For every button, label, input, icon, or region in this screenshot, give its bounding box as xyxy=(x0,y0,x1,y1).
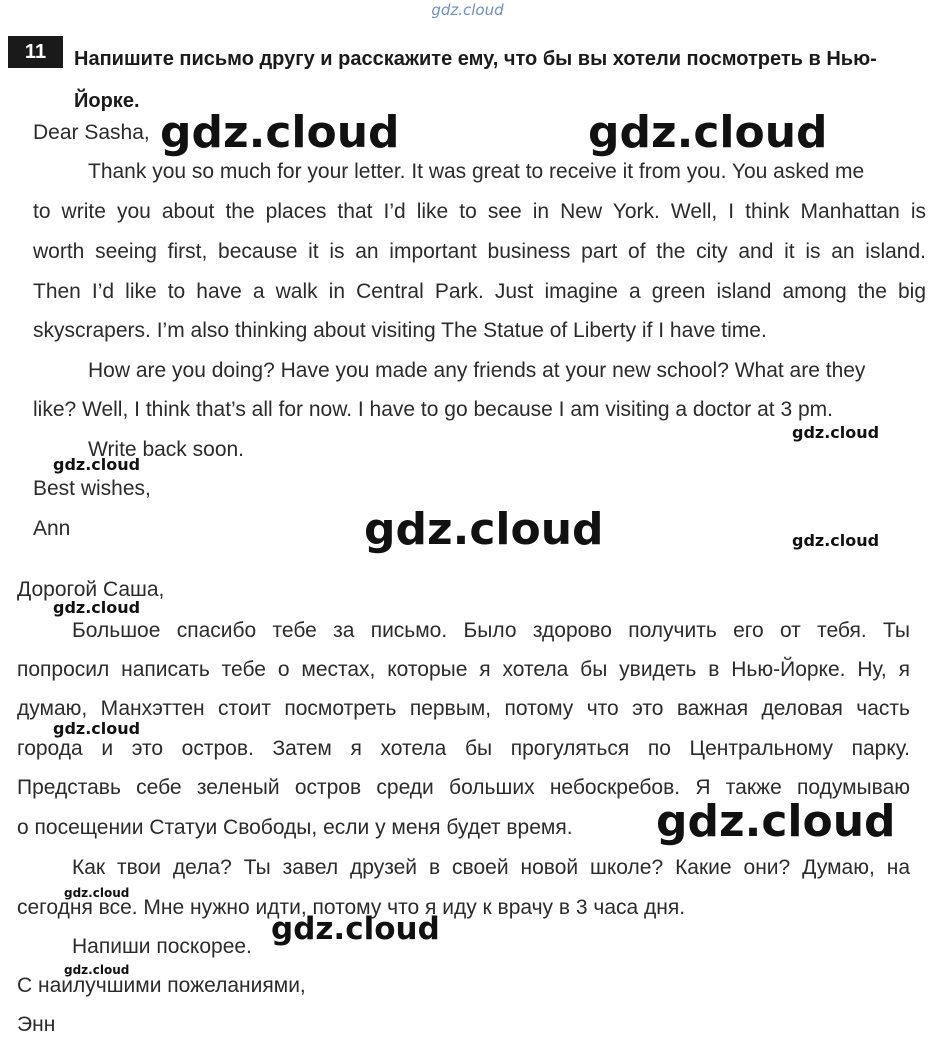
letter-en-line: How are you doing? Have you made any friends at your new school? What are they xyxy=(88,359,866,382)
letter-en-line: Write back soon. xyxy=(88,438,245,461)
letter-ru-line: думаю, Манхэттен стоит посмотреть первым, потому что это важная деловая часть xyxy=(17,697,910,720)
watermark: gdz.cloud xyxy=(271,911,440,947)
watermark: gdz.cloud xyxy=(160,107,400,158)
watermark: gdz.cloud xyxy=(656,796,896,847)
letter-ru-line: города и это остров. Затем я хотела бы прогуляться по Центральному парку. xyxy=(17,737,910,760)
watermark: gdz.cloud xyxy=(53,455,141,474)
letter-ru-line: Большое спасибо тебе за письмо. Было здорово получить его от тебя. Ты xyxy=(72,619,910,642)
watermark: gdz.cloud xyxy=(53,719,141,738)
letter-ru-line: сегодня все. Мне нужно идти, потому что я иду к врачу в 3 часа дня. xyxy=(17,896,686,919)
letter-ru-line: Напиши поскорее. xyxy=(72,935,252,958)
letter-ru-line: Представь себе зеленый остров среди больших небоскребов. Я также подумываю xyxy=(17,776,910,799)
letter-ru-line: Как твои дела? Ты завел друзей в своей новой школе? Какие они? Думаю, на xyxy=(72,856,910,879)
watermark: gdz.cloud xyxy=(364,504,604,555)
letter-ru-line: о посещении Статуи Свободы, если у меня будет время. xyxy=(17,816,573,839)
letter-en-line: to write you about the places that I’d like to see in New York. Well, I think Manhattan is xyxy=(33,200,926,223)
watermark: gdz.cloud xyxy=(792,531,880,550)
letter-en-signature: Ann xyxy=(33,517,71,540)
letter-en-line: Then I’d like to have a walk in Central Park. Just imagine a green island among the big xyxy=(33,280,926,303)
watermark: gdz.cloud xyxy=(53,598,141,617)
letter-ru-greeting: Дорогой Саша, xyxy=(17,578,165,601)
letter-en-greeting: Dear Sasha, xyxy=(33,121,150,144)
letter-ru-line: попросил написать тебе о местах, которые я хотела бы увидеть в Нью-Йорке. Ну, я xyxy=(17,658,910,681)
task-number-badge: 11 xyxy=(8,36,63,68)
letter-ru-closing: С наилучшими пожеланиями, xyxy=(17,974,306,997)
letter-en-line: worth seeing first, because it is an important business part of the city and it is an island. xyxy=(33,240,926,263)
letter-en-line: skyscrapers. I’m also thinking about visiting The Statue of Liberty if I have time. xyxy=(33,319,767,342)
watermark-top: gdz.cloud xyxy=(431,1,504,19)
letter-en-closing: Best wishes, xyxy=(33,477,151,500)
watermark: gdz.cloud xyxy=(792,423,880,442)
watermark: gdz.cloud xyxy=(64,963,130,977)
letter-en-line: like? Well, I think that’s all for now. I have to go because I am visiting a doctor at 3 pm. xyxy=(33,398,833,421)
watermark: gdz.cloud xyxy=(64,886,130,900)
letter-ru-signature: Энн xyxy=(17,1013,56,1036)
watermark: gdz.cloud xyxy=(588,107,828,158)
task-title: Напишите письмо другу и расскажите ему, что бы вы хотели посмотреть в Нью-Йорке. xyxy=(74,48,877,112)
letter-en-line: Thank you so much for your letter. It was great to receive it from you. You asked me xyxy=(88,160,865,183)
